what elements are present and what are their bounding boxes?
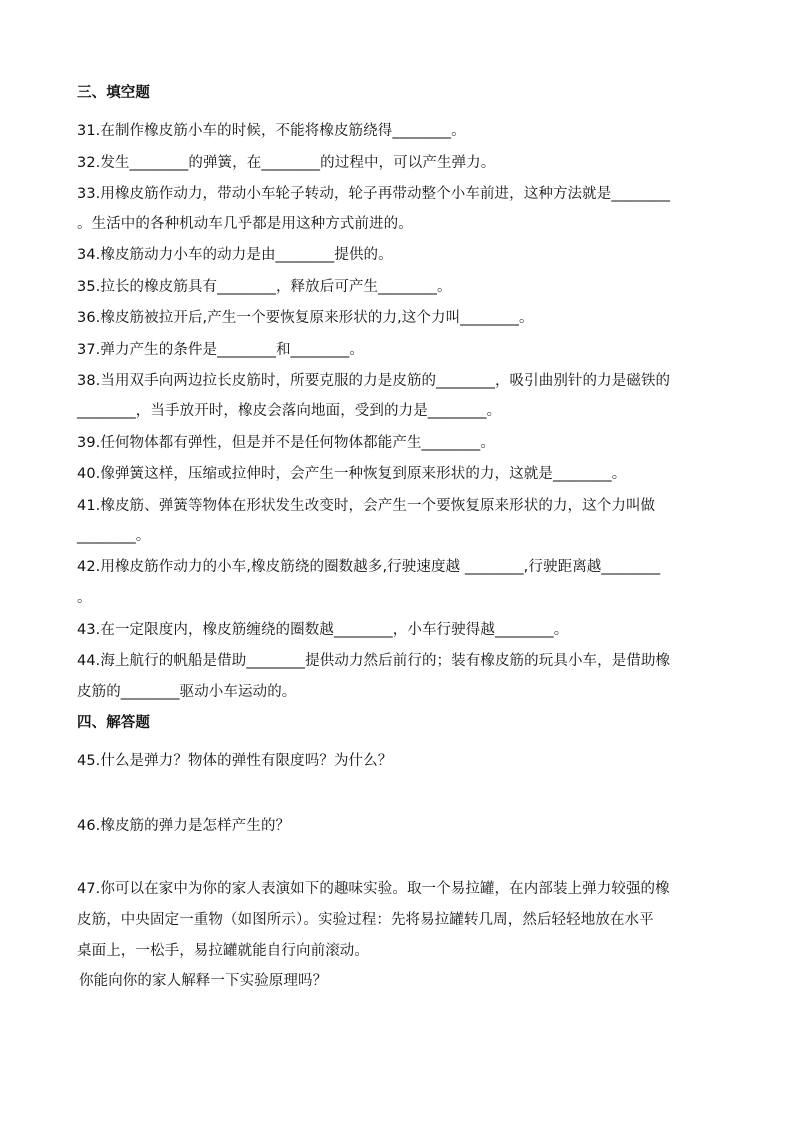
question-40: 40.像弹簧这样，压缩或拉伸时，会产生一种恢复到原来形状的力，这就是________。 <box>77 466 627 482</box>
question-47-line-4: 你能向你的家人解释一下实验原理吗？ <box>79 973 328 989</box>
section-heading-answer: 四、解答题 <box>77 715 150 731</box>
section-heading-fill-in: 三、填空题 <box>77 85 150 101</box>
question-33-line-2: 。生活中的各种机动车几乎都是用这种方式前进的。 <box>77 216 413 232</box>
question-35: 35.拉长的橡皮筋具有________，释放后可产生________。 <box>77 279 452 295</box>
question-45: 45.什么是弹力？物体的弹性有限度吗？为什么？ <box>77 753 393 769</box>
question-41-line-2: ________。 <box>77 528 151 544</box>
question-44-line-2: 皮筋的________驱动小车运动的。 <box>77 684 297 700</box>
question-34: 34.橡皮筋动力小车的动力是由________提供的。 <box>77 247 393 263</box>
question-39: 39.任何物体都有弹性，但是并不是任何物体都能产生________。 <box>77 435 495 451</box>
question-33-line-1: 33.用橡皮筋作动力，带动小车轮子转动，轮子再带动整个小车前进，这种方法就是________ <box>77 186 671 202</box>
question-47-line-2: 皮筋，中央固定一重物（如图所示）。实验过程：先将易拉罐转几周，然后轻轻地放在水平 <box>77 912 654 928</box>
question-47-line-3: 桌面上，一松手，易拉罐就能自行向前滚动。 <box>77 943 369 959</box>
question-31: 31.在制作橡皮筋小车的时候，不能将橡皮筋绕得________。 <box>77 123 466 139</box>
question-44-line-1: 44.海上航行的帆船是借助________提供动力然后前行的；装有橡皮筋的玩具小车，是借助橡 <box>77 653 671 669</box>
question-47-line-1: 47.你可以在家中为你的家人表演如下的趣味实验。取一个易拉罐，在内部装上弹力较强的橡 <box>77 881 670 897</box>
question-32: 32.发生________的弹簧，在________的过程中，可以产生弹力。 <box>77 155 496 171</box>
question-37: 37.弹力产生的条件是________和________。 <box>77 342 364 358</box>
question-42-line-1: 42.用橡皮筋作动力的小车,橡皮筋绕的圈数越多,行驶速度越 ________,行驶距离越________ <box>77 559 661 575</box>
question-38-line-2: ________，当手放开时，橡皮会落向地面，受到的力是________。 <box>77 403 502 419</box>
question-46: 46.橡皮筋的弹力是怎样产生的？ <box>77 818 291 834</box>
question-38-line-1: 38.当用双手向两边拉长皮筋时，所要克服的力是皮筋的________，吸引曲别针的力是磁铁的 <box>77 373 671 389</box>
question-42-line-2: 。 <box>77 590 92 606</box>
question-41-line-1: 41.橡皮筋、弹簧等物体在形状发生改变时，会产生一个要恢复原来形状的力，这个力叫做 <box>77 498 656 514</box>
question-36: 36.橡皮筋被拉开后,产生一个要恢复原来形状的力,这个力叫________。 <box>77 310 534 326</box>
question-43: 43.在一定限度内，橡皮筋缠绕的圈数越________，小车行驶得越________。 <box>77 622 569 638</box>
